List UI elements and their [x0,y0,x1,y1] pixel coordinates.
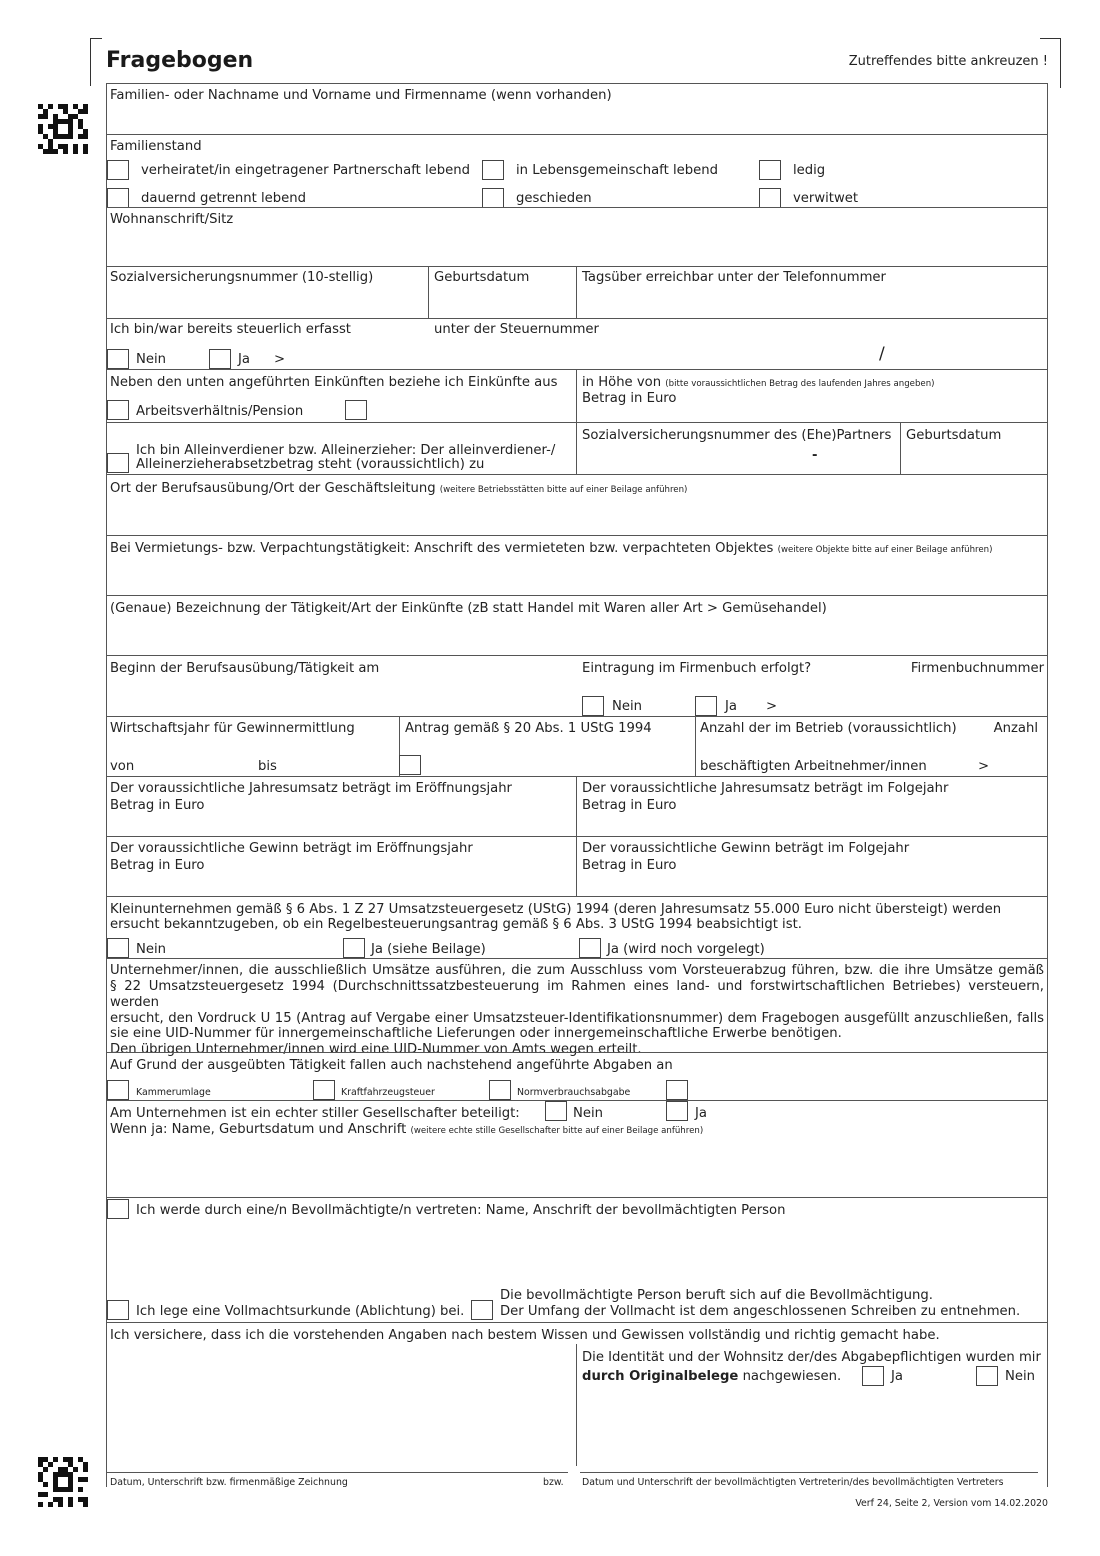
checkbox-widowed[interactable] [759,188,781,208]
checkbox-chamber-levy[interactable] [107,1080,129,1100]
version-footer: Verf 24, Seite 2, Version vom 14.02.2020 [855,1498,1048,1509]
signature-or-label: bzw. [543,1477,564,1488]
income-currency-label: Betrag in Euro [582,391,677,406]
page-title: Fragebogen [106,48,254,73]
fiscal-to-label: bis [258,759,277,774]
option-cohabiting: in Lebensgemeinschaft lebend [516,163,718,178]
silent-partner-details-label: Wenn ja: Name, Geburtsdatum und Anschrift (weitere echte stille Gesellschafter bitte auf einer Beilage anführen) [110,1122,704,1137]
tax-number-input[interactable] [600,340,1040,368]
name-input[interactable] [107,104,1047,132]
tax-number-label: unter der Steuernummer [434,322,599,337]
levies-label: Auf Grund der ausgeübten Tätigkeit fallen auch nachstehend angeführte Abgaben an [110,1058,673,1073]
nova-label: Normverbrauchsabgabe [517,1087,631,1098]
work-place-label: Ort der Berufsausübung/Ort der Geschäftsleitung (weitere Betriebsstätten bitte auf einer Beilage anführen) [110,481,688,496]
option-widowed: verwitwet [793,191,859,206]
declaration-text: Ich versichere, dass ich die vorstehenden Angaben nach bestem Wissen und Gewissen vollständig und richtig gemacht habe. [110,1328,940,1343]
corner-bracket-left [90,38,102,39]
small-business-line1: Kleinunternehmen gemäß § 6 Abs. 1 Z 27 Umsatzsteuergesetz (UStG) 1994 (deren Jahresumsatz 55.000 Euro nicht übersteigt) werden [110,902,1002,917]
checkbox-cohabiting[interactable] [482,160,504,180]
proxy-input[interactable] [107,1222,1047,1282]
checkbox-silent-partner-no[interactable] [545,1101,567,1121]
chamber-levy-label: Kammerumlage [136,1087,211,1098]
employees-arrow: > [978,759,990,774]
company-register-label: Eintragung im Firmenbuch erfolgt? [582,661,812,676]
uid-paragraph: Unternehmer/innen, die ausschließlich Umsätze ausführen, die zum Ausschluss vom Vorsteuerabzug führen, bzw. die ihre Umsätze gemäß § 22 Umsatzsteuergesetz 1994 (Durchschnittssatzbesteuerung im Rahmen eines land- und forstwirtschaftlichen Betriebes) versteuern, werden ersucht, den Vordruck U 15 (Antrag auf Vergabe einer Umsatzsteuer-Identifikationsnummer) dem Fragebogen ausgefüllt anzuschließen, falls sie eine UID-Nummer für innergemeinschaftliche Lieferungen oder innergemeinschaftliche Erwerbe benötigen. Den übrigen Unternehmer/innen wird eine UID-Nummer von Amts wegen erteilt. [110,963,1044,1058]
tax-yes-label: Ja [238,352,250,367]
tax-arrow: > [274,352,286,367]
checkbox-register-yes[interactable] [695,696,717,716]
company-register-no-label: Firmenbuchnummer [910,661,1044,676]
partner-birthdate-label: Geburtsdatum [906,428,1002,443]
start-label: Beginn der Berufsausübung/Tätigkeit am [110,661,380,676]
signature-label: Datum, Unterschrift bzw. firmenmäßige Zeichnung [110,1477,348,1488]
address-label: Wohnanschrift/Sitz [110,212,234,227]
register-no-label: Nein [612,699,643,714]
checkbox-tax-yes[interactable] [209,349,231,369]
proxy-label: Ich werde durch eine/n Bevollmächtigte/n vertreten: Name, Anschrift der bevollmächtigten Person [136,1203,786,1218]
register-arrow: > [766,699,778,714]
sole-earner-line2: Alleinerzieherabsetzbetrag steht (voraussichtlich) zu [136,457,485,472]
turnover-first-amount-label: Betrag in Euro [110,798,205,813]
corner-bracket-right [1040,38,1060,39]
checkbox-identity-no[interactable] [976,1366,998,1386]
other-income-label: Neben den unten angeführten Einkünften beziehe ich Einkünfte aus [110,375,558,390]
regular-tax-later-label: Ja (wird noch vorgelegt) [607,942,765,957]
checkbox-married[interactable] [107,160,129,180]
option-single: ledig [793,163,826,178]
employees-count-label: Anzahl [993,721,1038,736]
employees-label-2: beschäftigten Arbeitnehmer/innen [700,759,927,774]
address-input[interactable] [107,230,1047,264]
checkbox-proxy-scope[interactable] [471,1300,493,1320]
checkbox-single[interactable] [759,160,781,180]
qr-code-icon [38,1457,88,1507]
phone-input[interactable] [577,290,1047,316]
income-amount-label: in Höhe von (bitte voraussichtlichen Betrag des laufenden Jahres angeben) [582,375,935,390]
checkbox-tax-no[interactable] [107,349,129,369]
proxy-signature-label: Datum und Unterschrift der bevollmächtigten Vertreterin/des bevollmächtigten Vertreters [582,1477,1004,1488]
checkbox-proxy-document[interactable] [107,1300,129,1320]
checkbox-employment[interactable] [107,400,129,420]
employment-label: Arbeitsverhältnis/Pension [136,404,304,419]
checkbox-register-no[interactable] [582,696,604,716]
checkbox-separated[interactable] [107,188,129,208]
checkbox-application[interactable] [399,755,421,775]
activity-label: (Genaue) Bezeichnung der Tätigkeit/Art der Einkünfte (zB statt Handel mit Waren aller Art > Gemüsehandel) [110,601,827,616]
tax-registered-label: Ich bin/war bereits steuerlich erfasst [110,322,351,337]
identity-no-label: Nein [1005,1369,1036,1384]
svnr-input[interactable] [107,290,427,316]
checkbox-regular-tax-later[interactable] [579,938,601,958]
checkbox-employment-alt[interactable] [345,400,367,420]
silent-partner-no-label: Nein [573,1106,604,1121]
birthdate-label: Geburtsdatum [434,270,530,285]
proxy-relies-label: Die bevollmächtigte Person beruft sich auf die Bevollmächtigung. [500,1288,933,1303]
checkbox-vehicle-tax[interactable] [313,1080,335,1100]
fiscal-from-label: von [110,759,135,774]
fiscal-year-label: Wirtschaftsjahr für Gewinnermittlung [110,721,355,736]
svnr-label: Sozialversicherungsnummer (10-stellig) [110,270,374,285]
checkbox-regular-tax-no[interactable] [107,938,129,958]
checkbox-proxy[interactable] [107,1199,129,1219]
proxy-signature-field[interactable] [582,1400,1038,1470]
identity-line2: durch Originalbelege nachgewiesen. [582,1369,842,1384]
rental-label: Bei Vermietungs- bzw. Verpachtungstätigkeit: Anschrift des vermieteten bzw. verpachteten Objektes (weitere Objekte bitte auf einer Beilage anführen) [110,541,993,556]
checkbox-regular-tax-attached[interactable] [343,938,365,958]
activity-input[interactable] [107,618,1047,652]
proxy-document-label: Ich lege eine Vollmachtsurkunde (Ablichtung) bei. [136,1304,465,1319]
turnover-next-label: Der voraussichtliche Jahresumsatz beträgt im Folgejahr [582,781,949,796]
option-married: verheiratet/in eingetragener Partnerschaft lebend [141,163,470,178]
checkbox-nova[interactable] [489,1080,511,1100]
marital-status-label: Familienstand [110,139,202,154]
corner-bracket-right-v [1060,38,1061,88]
birthdate-input[interactable] [429,290,575,316]
partner-svnr-label: Sozialversicherungsnummer des (Ehe)Partners [582,428,892,443]
employees-label-1: Anzahl der im Betrieb (voraussichtlich) [700,721,957,736]
profit-next-label: Der voraussichtliche Gewinn beträgt im Folgejahr [582,841,910,856]
small-business-line2: ersucht bekanntzugeben, ob ein Regelbesteuerungsantrag gemäß § 6 Abs. 3 UStG 1994 beabsichtigt ist. [110,917,802,932]
proxy-scope-label: Der Umfang der Vollmacht ist dem angeschlossenen Schreiben zu entnehmen. [500,1304,1021,1319]
instruction-hint: Zutreffendes bitte ankreuzen ! [848,54,1048,69]
work-place-input[interactable] [107,498,1047,532]
tax-number-separator: / [879,344,885,364]
identity-yes-label: Ja [891,1369,903,1384]
profit-first-amount-label: Betrag in Euro [110,858,205,873]
corner-bracket-left-v [90,38,91,86]
phone-label: Tagsüber erreichbar unter der Telefonnummer [582,270,886,285]
name-label: Familien- oder Nachname und Vorname und Firmenname (wenn vorhanden) [110,88,612,103]
tax-no-label: Nein [136,352,167,367]
sole-earner-line1: Ich bin Alleinverdiener bzw. Alleinerzieher: Der alleinverdiener-/ [136,443,556,458]
checkbox-levy-other[interactable] [666,1080,688,1100]
rental-input[interactable] [107,558,1047,592]
checkbox-divorced[interactable] [482,188,504,208]
partner-svnr-dash: - [812,448,818,463]
profit-next-amount-label: Betrag in Euro [582,858,677,873]
checkbox-silent-partner-yes[interactable] [666,1101,688,1121]
regular-tax-no-label: Nein [136,942,167,957]
identity-line1: Die Identität und der Wohnsitz der/des Abgabepflichtigen wurden mir [582,1350,1041,1365]
silent-partner-yes-label: Ja [695,1106,707,1121]
turnover-next-amount-label: Betrag in Euro [582,798,677,813]
qr-code-icon [38,104,88,154]
regular-tax-attached-label: Ja (siehe Beilage) [371,942,486,957]
checkbox-identity-yes[interactable] [862,1366,884,1386]
vehicle-tax-label: Kraftfahrzeugsteuer [341,1087,435,1098]
checkbox-sole-earner[interactable] [107,453,129,473]
silent-partner-label: Am Unternehmen ist ein echter stiller Gesellschafter beteiligt: [110,1106,520,1121]
application-label: Antrag gemäß § 20 Abs. 1 UStG 1994 [405,721,652,736]
profit-first-label: Der voraussichtliche Gewinn beträgt im Eröffnungsjahr [110,841,473,856]
register-yes-label: Ja [725,699,737,714]
signature-field[interactable] [110,1400,568,1470]
silent-partner-input[interactable] [107,1140,1047,1194]
turnover-first-label: Der voraussichtliche Jahresumsatz beträgt im Eröffnungsjahr [110,781,512,796]
option-separated: dauernd getrennt lebend [141,191,307,206]
option-divorced: geschieden [516,191,592,206]
